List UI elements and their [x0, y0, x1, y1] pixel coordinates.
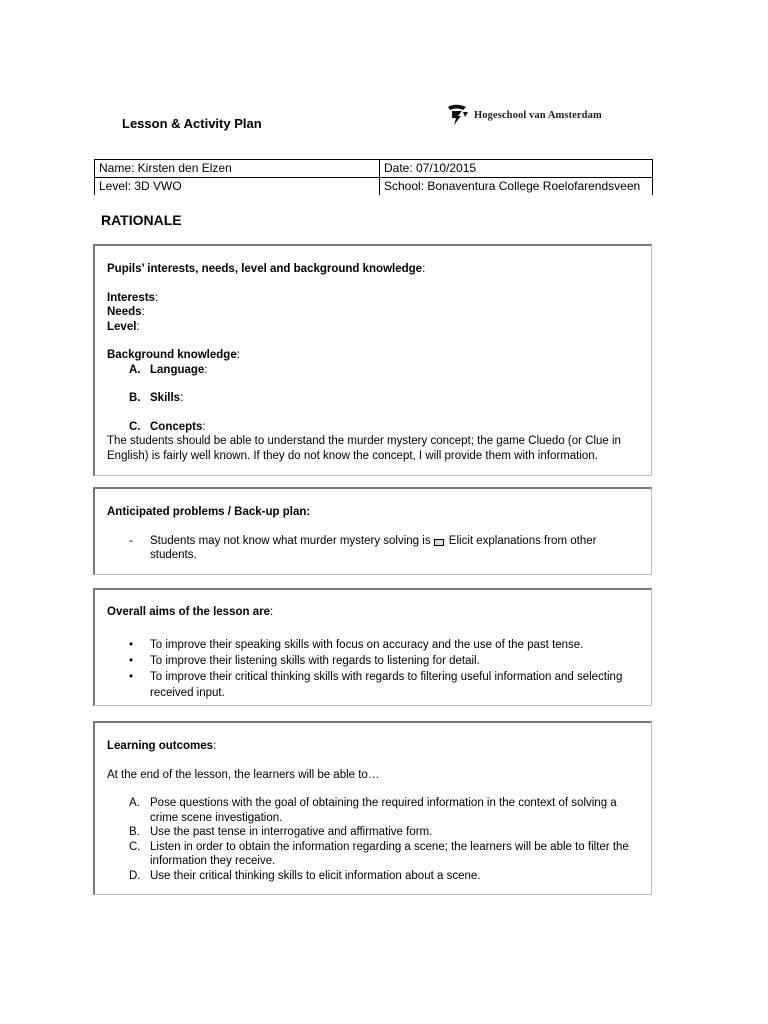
backup-text: Elicit explanations from other students. — [150, 534, 597, 561]
level-label: Level — [107, 320, 137, 333]
list-label: Skills — [150, 392, 181, 404]
bullet-icon: • — [129, 638, 134, 651]
outcome-text: Use their critical thinking skills to elicit information about a scene. — [150, 869, 481, 882]
outcome-text: Pose questions with the goal of obtaining the required information in the context of solving a crime scene investigation. — [150, 797, 617, 824]
aim-text: To improve their speaking skills with focus on accuracy and the use of the past tense. — [150, 638, 584, 651]
list-item — [107, 825, 639, 840]
list-label: Language — [150, 363, 205, 376]
outcome-text: Use the past tense in interrogative and affirmative form. — [150, 826, 433, 838]
list-marker: B. — [129, 826, 140, 838]
section-heading-rationale: RATIONALE — [101, 212, 182, 228]
school-cell: School: Bonaventura College Roelofarendsveen — [380, 178, 653, 196]
interests-label: Interests — [107, 291, 155, 304]
outcome-text: Listen in order to obtain the information regarding a scene; the learners will be able to filter the information they receive. — [150, 840, 629, 867]
problems-heading: Anticipated problems / Back-up plan: — [107, 506, 311, 518]
problem-text: Students may not know what murder mystery solving is — [150, 534, 431, 547]
outcomes-heading: Learning outcomes — [107, 740, 214, 752]
outcomes-box — [93, 721, 652, 895]
university-logo — [446, 102, 602, 128]
aims-box — [93, 588, 652, 706]
list-marker: - — [129, 534, 133, 547]
pupils-heading: Pupils’ interests, needs, level and background knowledge — [107, 263, 423, 275]
list-item — [107, 653, 639, 669]
background-label: Background knowledge — [107, 349, 237, 361]
list-item — [107, 840, 639, 869]
logo-text: Hogeschool van Amsterdam — [474, 109, 602, 121]
list-item — [107, 637, 639, 653]
aims-heading-line: Overall aims of the lesson are: — [107, 606, 274, 618]
concepts-text: The students should be able to understand the murder mystery concept; the game Cluedo (or Clue in English) is fairly well known. If they do not know the concept, I will provide them with information. — [107, 435, 621, 462]
pupils-box — [93, 244, 652, 476]
document-title: Lesson & Activity Plan — [122, 116, 262, 131]
table-row — [95, 160, 653, 178]
list-item — [107, 669, 639, 701]
outcomes-intro: At the end of the lesson, the learners will be able to… — [107, 768, 380, 781]
list-label: Concepts — [150, 420, 203, 433]
problems-box — [93, 487, 652, 575]
background-list — [107, 363, 639, 435]
level-line: Level: — [107, 320, 140, 333]
list-marker: D. — [129, 869, 141, 882]
outcomes-list — [107, 796, 639, 883]
hva-logo-icon — [446, 103, 470, 127]
bullet-icon: • — [129, 670, 134, 683]
bullet-icon: • — [129, 654, 134, 667]
date-cell: Date: 07/10/2015 — [380, 160, 653, 178]
needs-label: Needs — [107, 306, 142, 318]
list-item: A. Language: — [129, 363, 208, 376]
aims-heading: Overall aims of the lesson are — [107, 606, 270, 618]
outcomes-heading-line: Learning outcomes: — [107, 740, 217, 752]
aim-text: To improve their listening skills with regards to listening for detail. — [150, 654, 480, 667]
list-item: C. Concepts: — [129, 420, 206, 433]
problems-list — [107, 534, 639, 563]
list-marker: C. — [129, 840, 141, 853]
list-marker: C. — [129, 420, 141, 433]
list-marker: A. — [129, 797, 140, 809]
aim-text: To improve their critical thinking skills with regards to filtering useful information and selecting received input. — [150, 670, 623, 699]
list-marker: B. — [129, 392, 141, 404]
needs-line: Needs: — [107, 306, 145, 318]
aims-list — [107, 637, 639, 701]
list-item — [107, 796, 639, 825]
level-cell: Level: 3D VWO — [95, 178, 380, 196]
list-item — [107, 534, 639, 563]
list-item — [107, 869, 639, 884]
arrow-icon — [434, 539, 444, 546]
name-cell: Name: Kirsten den Elzen — [95, 160, 380, 178]
list-item: B. Skills: — [129, 392, 184, 404]
interests-line: Interests: — [107, 291, 159, 304]
table-row — [95, 178, 653, 196]
list-marker: A. — [129, 363, 141, 376]
pupils-heading-line: Pupils’ interests, needs, level and background knowledge: — [107, 263, 426, 275]
background-line: Background knowledge: — [107, 349, 240, 361]
info-table — [94, 159, 653, 195]
